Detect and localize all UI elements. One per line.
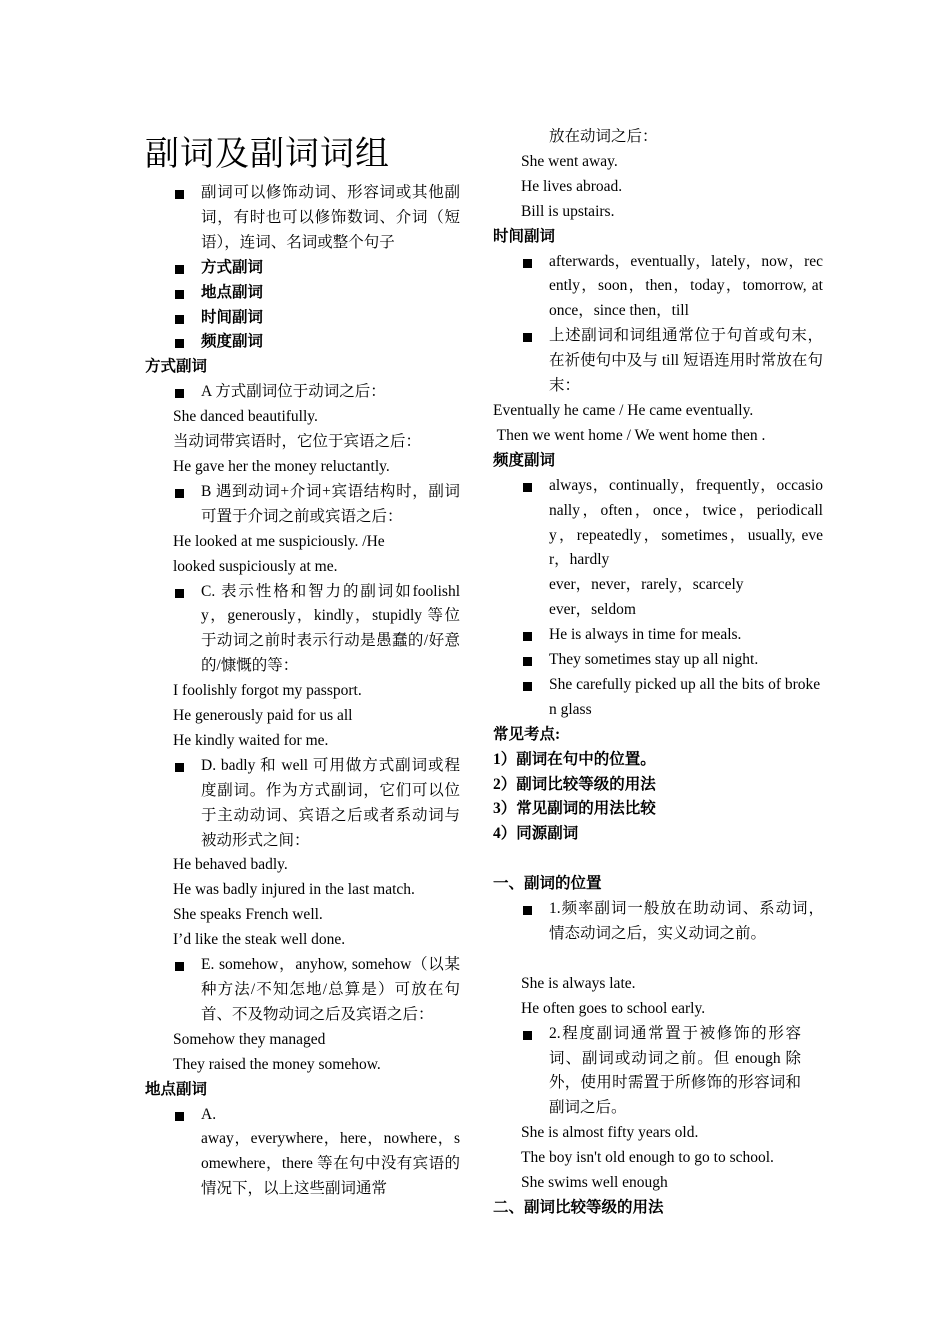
example-sentence: She is almost fifty years old. <box>521 1124 699 1142</box>
list-item-text: 放在动词之后： <box>549 128 658 145</box>
example-sentence: The boy isn't old enough to go to school. <box>521 1149 774 1167</box>
example-sentence: Then we went home / We went home then . <box>493 426 766 444</box>
example-sentence: He looked at me suspiciously. /He <box>173 532 385 550</box>
example-sentence: She went away. <box>521 152 618 170</box>
list-item: 上述副词和词组通常位于句首或句末，在祈使句中及与 till 短语连用时常放在句末： <box>493 324 823 399</box>
list-item: 1.频率副词一般放在助动词、系动词，情态动词之后，实义动词之前。 <box>493 897 823 947</box>
bullet-square-icon <box>523 333 532 342</box>
example-sentence: looked suspiciously at me. <box>173 557 338 575</box>
example-sentence: He often goes to school early. <box>521 999 706 1017</box>
bullet-square-icon <box>175 290 184 299</box>
list-item: 2）副词比较等级的用法 <box>493 775 656 793</box>
note-text: 当动词带宾语时，它位于宾语之后： <box>173 433 422 451</box>
bullet-square-icon <box>523 483 532 492</box>
example-sentence: She speaks French well. <box>173 906 323 924</box>
example-sentence: I’d like the steak well done. <box>173 931 346 949</box>
section-heading: 一、副词的位置 <box>493 875 602 893</box>
example-sentence: He behaved badly. <box>173 856 288 874</box>
spacer <box>493 947 823 972</box>
example-sentence: Somehow they managed <box>173 1030 326 1048</box>
bullet-square-icon <box>175 489 184 498</box>
list-item: B 遇到动词+介词+宾语结构时，副词可置于介词之前或宾语之后： <box>145 480 460 530</box>
example-sentence: She danced beautifully. <box>173 408 318 426</box>
list-item: He is always in time for meals. <box>493 623 823 648</box>
example-sentence: She swims well enough <box>521 1174 668 1192</box>
bullet-square-icon <box>175 1112 184 1121</box>
list-item: 1）副词在句中的位置。 <box>493 750 656 768</box>
right-column <box>493 125 823 1221</box>
section-heading: 方式副词 <box>145 358 208 376</box>
bullet-square-icon <box>175 315 184 324</box>
bullet-square-icon <box>175 190 184 199</box>
bullet-square-icon <box>523 657 532 666</box>
example-sentence: She is always late. <box>521 974 636 992</box>
list-item: She carefully picked up all the bits of broken glass <box>493 673 823 723</box>
list-item: 3）常见副词的用法比较 <box>493 800 656 818</box>
example-sentence: He was badly injured in the last match. <box>173 881 415 899</box>
bullet-square-icon <box>175 589 184 598</box>
list-item: E. somehow，anyhow, somehow（以某种方法/不知怎地/总算是）可放在句首、不及物动词之后及宾语之后： <box>145 953 460 1028</box>
list-item: 副词可以修饰动词、形容词或其他副词，有时也可以修饰数词、介词（短语），连词、名词或整个句子 <box>145 181 460 256</box>
list-item: afterwards，eventually，lately，now，recently，soon，then，today，tomorrow, at once，since then，till <box>493 250 823 325</box>
bullet-square-icon <box>175 389 184 398</box>
section-heading: 二、副词比较等级的用法 <box>493 1198 664 1216</box>
list-item: D. badly 和 well 可用做方式副词或程度副词。作为方式副词，它们可以位于主动动词、宾语之后或者系动词与被动形式之间： <box>145 754 460 854</box>
example-sentence: He gave her the money reluctantly. <box>173 457 390 475</box>
spacer <box>493 847 823 872</box>
list-item: 时间副词 <box>145 306 460 331</box>
example-sentence: Bill is upstairs. <box>521 202 615 220</box>
section-heading: 时间副词 <box>493 227 556 245</box>
list-item: always，continually，frequently，occasionally，often，once，twice，periodically，repeatedly，sometimes，usually, ever，hardly ever，never，rarely，scarcely ever，seldom <box>493 474 823 623</box>
left-column <box>145 125 460 1202</box>
bullet-square-icon <box>523 632 532 641</box>
example-sentence: He kindly waited for me. <box>173 731 329 749</box>
list-item: C. 表示性格和智力的副词如foolishly，generously，kindly，stupidly 等位于动词之前时表示行动是愚蠢的/好意的/慷慨的等： <box>145 580 460 680</box>
list-item: 2.程度副词通常置于被修饰的形容词、副词或动词之前。但 enough 除外，使用时需置于所修饰的形容词和副词之后。 <box>493 1022 823 1122</box>
list-item: 4）同源副词 <box>493 825 579 843</box>
bullet-square-icon <box>523 682 532 691</box>
list-item-text: away，everywhere，here，nowhere，somewhere，there 等在句中没有宾语的情况下，以上这些副词通常 <box>201 1130 460 1198</box>
example-sentence: Eventually he came / He came eventually. <box>493 401 754 419</box>
bullet-square-icon <box>175 265 184 274</box>
list-item: 地点副词 <box>145 281 460 306</box>
page-title: 副词及副词词组 <box>145 136 390 173</box>
example-sentence: They raised the money somehow. <box>173 1055 381 1073</box>
section-heading: 地点副词 <box>145 1080 208 1098</box>
example-sentence: I foolishly forgot my passport. <box>173 682 362 700</box>
bullet-square-icon <box>523 259 532 268</box>
example-sentence: He generously paid for us all <box>173 707 353 725</box>
example-sentence: He lives abroad. <box>521 177 623 195</box>
bullet-square-icon <box>175 962 184 971</box>
list-item: A. <box>145 1103 460 1128</box>
list-item: They sometimes stay up all night. <box>493 648 823 673</box>
bullet-square-icon <box>523 1031 532 1040</box>
list-item: 频度副词 <box>145 330 460 355</box>
section-heading: 频度副词 <box>493 451 556 469</box>
bullet-square-icon <box>523 906 532 915</box>
list-item: 方式副词 <box>145 256 460 281</box>
section-heading: 常见考点: <box>493 725 561 743</box>
bullet-square-icon <box>175 763 184 772</box>
bullet-square-icon <box>175 339 184 348</box>
list-item: A 方式副词位于动词之后： <box>145 380 460 405</box>
